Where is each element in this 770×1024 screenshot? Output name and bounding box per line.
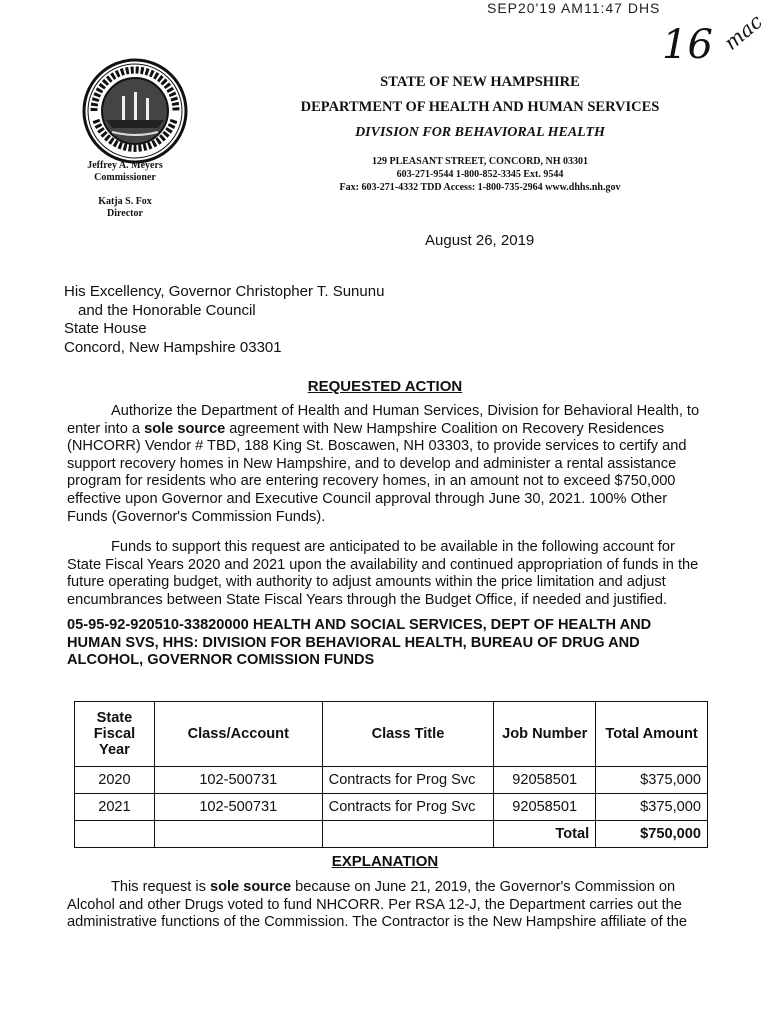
table-header: Job Number <box>494 702 596 767</box>
funding-table <box>74 701 708 848</box>
recipient-line: State House <box>64 320 147 338</box>
table-cell: 102-500731 <box>154 767 322 794</box>
recipient-line: and the Honorable Council <box>78 301 256 319</box>
total-value: $750,000 <box>596 821 708 848</box>
table-header: Total Amount <box>596 702 708 767</box>
text-run-bold: sole source <box>209 879 292 895</box>
table-cell: Contracts for Prog Svc <box>322 767 494 794</box>
table-header: State Fiscal Year <box>75 702 155 767</box>
table-cell: 2021 <box>75 794 155 821</box>
table-cell: 92058501 <box>494 794 596 821</box>
table-cell: 102-500731 <box>154 794 322 821</box>
funding-paragraph: Funds to support this request are anticipated to be available in the following account for State Fiscal Years 2020 and 2021 upon the availability and continued appropriation of funds in the future operating budget, with authority to adjust amounts within the price limitation and adjust encumbrances between State Fiscal Years through the Budget Office, if needed and justified. <box>67 539 699 608</box>
table-header-row <box>75 702 708 767</box>
table-cell <box>154 821 322 848</box>
recipient-address <box>64 283 384 358</box>
commissioner-name: Jeffrey A. Meyers <box>87 160 163 171</box>
text-run: because on June 21, 2019, the Governor's Commission on Alcohol and other Drugs voted to fund NHCORR. Per RSA 12-J, the Department carries out the administrative functions of the Commission. The Contractor is the New Hampshire affiliate of the <box>67 879 687 931</box>
address: 129 PLEASANT STREET, CONCORD, NH 03301 <box>371 156 589 167</box>
table-cell: $375,000 <box>596 767 708 794</box>
requested-action-paragraph <box>67 403 700 526</box>
received-stamp: SEP20'19 AM11:47 DHS <box>487 0 661 16</box>
phone: 603-271-9544 1-800-852-3345 Ext. 9544 <box>396 169 564 180</box>
explanation-paragraph <box>67 879 700 932</box>
director-title: Director <box>107 208 143 219</box>
table-cell <box>75 821 155 848</box>
director-name: Katja S. Fox <box>98 196 152 207</box>
recipient-line: Concord, New Hampshire 03301 <box>64 339 282 357</box>
requested-action-heading: REQUESTED ACTION <box>307 378 463 395</box>
text-run: agreement with New Hampshire Coalition on Recovery Residences (NHCORR) Vendor # TBD, 188 King St. Boscawen, NH 03303, to provide services to certify and support recovery homes in New Hampshire, and to develop and administer a rental assistance program for residents who are entering recovery homes, in an amount not to exceed $750,000 effective upon Governor and Executive Council approval through June 30, 2021. 100% Other Funds (Governor's Commission Funds). <box>67 420 687 525</box>
table-row <box>75 767 708 794</box>
division-name: DIVISION FOR BEHAVIORAL HEALTH <box>355 125 605 140</box>
table-cell: 92058501 <box>494 767 596 794</box>
table-cell: 2020 <box>75 767 155 794</box>
text-run: This request is <box>111 879 210 895</box>
table-total-row <box>75 821 708 848</box>
text-run: Authorize the Department of Health and Human Services, Division for Behavioral Health, to enter into a <box>67 403 700 437</box>
commissioner-block <box>70 160 180 184</box>
explanation-heading: EXPLANATION <box>331 853 439 870</box>
account-line: 05-95-92-920510-33820000 HEALTH AND SOCIAL SERVICES, DEPT OF HEALTH AND HUMAN SVS, HHS: DIVISION FOR BEHAVIORAL HEALTH, BUREAU OF DRUG AND ALCOHOL, GOVERNOR COMISSION FUNDS <box>67 617 652 669</box>
table-cell: Contracts for Prog Svc <box>322 794 494 821</box>
table-header: Class/Account <box>154 702 322 767</box>
handwritten-number: 16 <box>662 22 713 68</box>
department-name: DEPARTMENT OF HEALTH AND HUMAN SERVICES <box>300 99 660 115</box>
state-name: STATE OF NEW HAMPSHIRE <box>380 74 580 90</box>
recipient-line: His Excellency, Governor Christopher T. Sununu <box>64 283 385 300</box>
fax-tdd-web: Fax: 603-271-4332 TDD Access: 1-800-735-2964 www.dhhs.nh.gov <box>339 182 621 193</box>
table-cell: $375,000 <box>596 794 708 821</box>
table-row <box>75 794 708 821</box>
table-header: Class Title <box>322 702 494 767</box>
total-label: Total <box>494 821 596 848</box>
state-seal-icon <box>82 58 188 164</box>
commissioner-title: Commissioner <box>94 172 156 183</box>
handwritten-initials: mac <box>719 9 767 55</box>
director-block <box>70 196 180 220</box>
text-run-bold: sole source <box>144 420 226 437</box>
table-cell <box>322 821 494 848</box>
letter-date: August 26, 2019 <box>425 232 535 249</box>
